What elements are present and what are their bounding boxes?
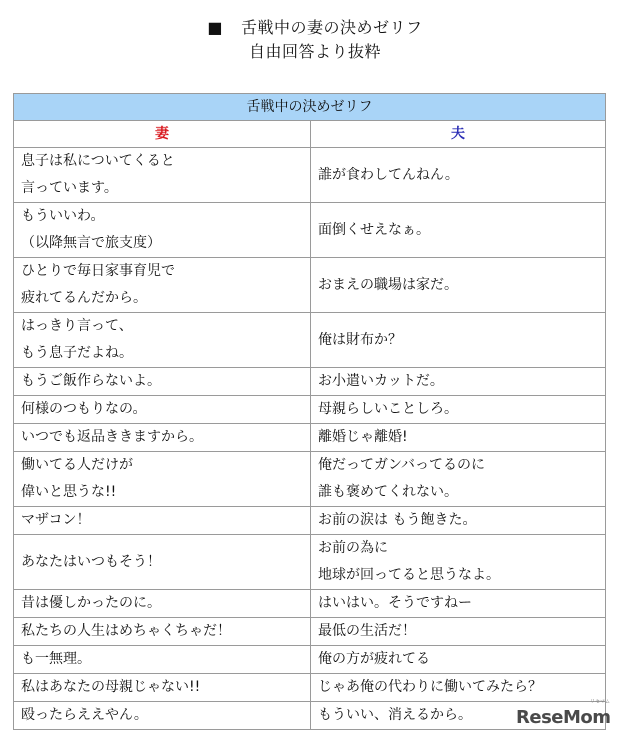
wife-quote-line: 殴ったらええやん。 <box>21 707 148 723</box>
wife-quote-line: 私はあなたの母親じゃない!! <box>21 679 201 695</box>
husband-quote-cell <box>311 424 606 452</box>
wife-quote-cell <box>14 368 311 396</box>
husband-quote-cell <box>311 507 606 535</box>
husband-quote-cell <box>311 148 606 203</box>
table-caption-row <box>14 94 606 121</box>
logo-sub-text: リセマム <box>590 699 610 705</box>
husband-quote-line: 俺の方が疲れてる <box>318 651 430 667</box>
husband-quote-cell <box>311 258 606 313</box>
wife-quote-cell <box>14 674 311 702</box>
wife-quote-cell <box>14 396 311 424</box>
husband-quote-line: じゃあ俺の代わりに働いてみたら？ <box>318 679 542 695</box>
wife-quote-line: はっきり言って、 <box>21 318 133 334</box>
wife-quote-line: マザコン！ <box>21 512 91 528</box>
husband-quote-line: もういい、消えるから。 <box>318 707 472 723</box>
wife-quote-line: 疲れてるんだから。 <box>21 290 147 306</box>
table-row <box>14 674 606 702</box>
wife-quote-line: 何様のつもりなの。 <box>21 401 147 417</box>
column-header-wife: 妻 <box>14 121 311 148</box>
husband-quote-cell <box>311 203 606 258</box>
wife-quote-cell <box>14 148 311 203</box>
table-row <box>14 258 606 313</box>
wife-quote-cell <box>14 203 311 258</box>
husband-quote-line: はいはい。そうですねー <box>318 595 472 611</box>
wife-quote-line: いつでも返品ききますから。 <box>21 429 203 445</box>
husband-quote-line: 離婚じゃ離婚! <box>318 429 408 445</box>
husband-quote-line: 誰も褒めてくれない。 <box>318 484 458 500</box>
logo-text: ReseMom <box>516 707 611 728</box>
wife-quote-cell <box>14 535 311 590</box>
wife-quote-cell <box>14 702 311 730</box>
page-subtitle: 自由回答より抜粋 <box>248 42 381 61</box>
wife-quote-line: もういいわ。 <box>21 208 105 224</box>
table-row <box>14 396 606 424</box>
husband-quote-cell <box>311 396 606 424</box>
page-title <box>0 16 630 40</box>
table-row <box>14 646 606 674</box>
resemom-logo <box>516 701 614 729</box>
husband-quote-line: 俺だってガンバってるのに <box>318 457 486 473</box>
table-row <box>14 203 606 258</box>
husband-quote-line: 俺は財布か？ <box>318 331 402 348</box>
wife-quote-line: 働いてる人だけが <box>21 457 133 473</box>
table-caption: 舌戦中の決めゼリフ <box>14 94 606 121</box>
wife-quote-line: 偉いと思うな!! <box>21 484 117 500</box>
wife-quote-line: ひとりで毎日家事育児で <box>21 263 175 279</box>
table-row <box>14 424 606 452</box>
husband-quote-line: 誰が食わしてんねん。 <box>318 166 459 183</box>
wife-quote-line: もうご飯作らないよ。 <box>21 373 161 389</box>
wife-quote-line: 私たちの人生はめちゃくちゃだ！ <box>21 623 231 639</box>
wife-quote-line: 昔は優しかったのに。 <box>21 595 161 611</box>
table-row <box>14 452 606 507</box>
husband-quote-cell <box>311 590 606 618</box>
table-row <box>14 368 606 396</box>
husband-quote-line: 地球が回ってると思うなよ。 <box>318 567 500 583</box>
husband-quote-line: お前の涙は もう飽きた。 <box>318 512 477 528</box>
table-header-row <box>14 121 606 148</box>
husband-quote-line: 母親らしいことしろ。 <box>318 401 458 417</box>
page-title-text: 舌戦中の妻の決めゼリフ <box>241 18 423 37</box>
husband-quote-cell <box>311 646 606 674</box>
table-row <box>14 313 606 368</box>
wife-quote-cell <box>14 424 311 452</box>
husband-quote-line: お前の為に <box>318 540 388 556</box>
wife-quote-line: もう息子だよね。 <box>21 345 133 361</box>
wife-quote-line: も一無理。 <box>21 651 91 667</box>
table-body <box>14 148 606 730</box>
wife-quote-cell <box>14 452 311 507</box>
husband-quote-cell <box>311 674 606 702</box>
wife-quote-line: あなたはいつもそう！ <box>21 553 161 570</box>
husband-quote-line: お小遣いカットだ。 <box>318 373 444 389</box>
square-bullet-icon: ■ <box>207 18 224 37</box>
table-row <box>14 590 606 618</box>
wife-quote-line: （以降無言で旅支度） <box>21 235 161 251</box>
wife-quote-cell <box>14 258 311 313</box>
wife-quote-cell <box>14 507 311 535</box>
husband-quote-line: おまえの職場は家だ。 <box>318 276 458 293</box>
wife-quote-cell <box>14 646 311 674</box>
husband-quote-cell <box>311 313 606 368</box>
table-row <box>14 148 606 203</box>
wife-quote-cell <box>14 618 311 646</box>
husband-quote-line: 面倒くせえなぁ。 <box>318 221 430 238</box>
wife-quote-cell <box>14 313 311 368</box>
wife-quote-cell <box>14 590 311 618</box>
title-block <box>0 16 630 64</box>
husband-quote-cell <box>311 452 606 507</box>
table-row <box>14 618 606 646</box>
husband-quote-cell <box>311 368 606 396</box>
quotes-table <box>13 93 606 730</box>
table-row <box>14 535 606 590</box>
table-row <box>14 507 606 535</box>
wife-quote-line: 言っています。 <box>21 180 118 196</box>
wife-quote-line: 息子は私についてくると <box>21 153 175 169</box>
column-header-husband: 夫 <box>311 121 606 148</box>
husband-quote-line: 最低の生活だ！ <box>318 623 416 639</box>
husband-quote-cell <box>311 535 606 590</box>
husband-quote-cell <box>311 618 606 646</box>
